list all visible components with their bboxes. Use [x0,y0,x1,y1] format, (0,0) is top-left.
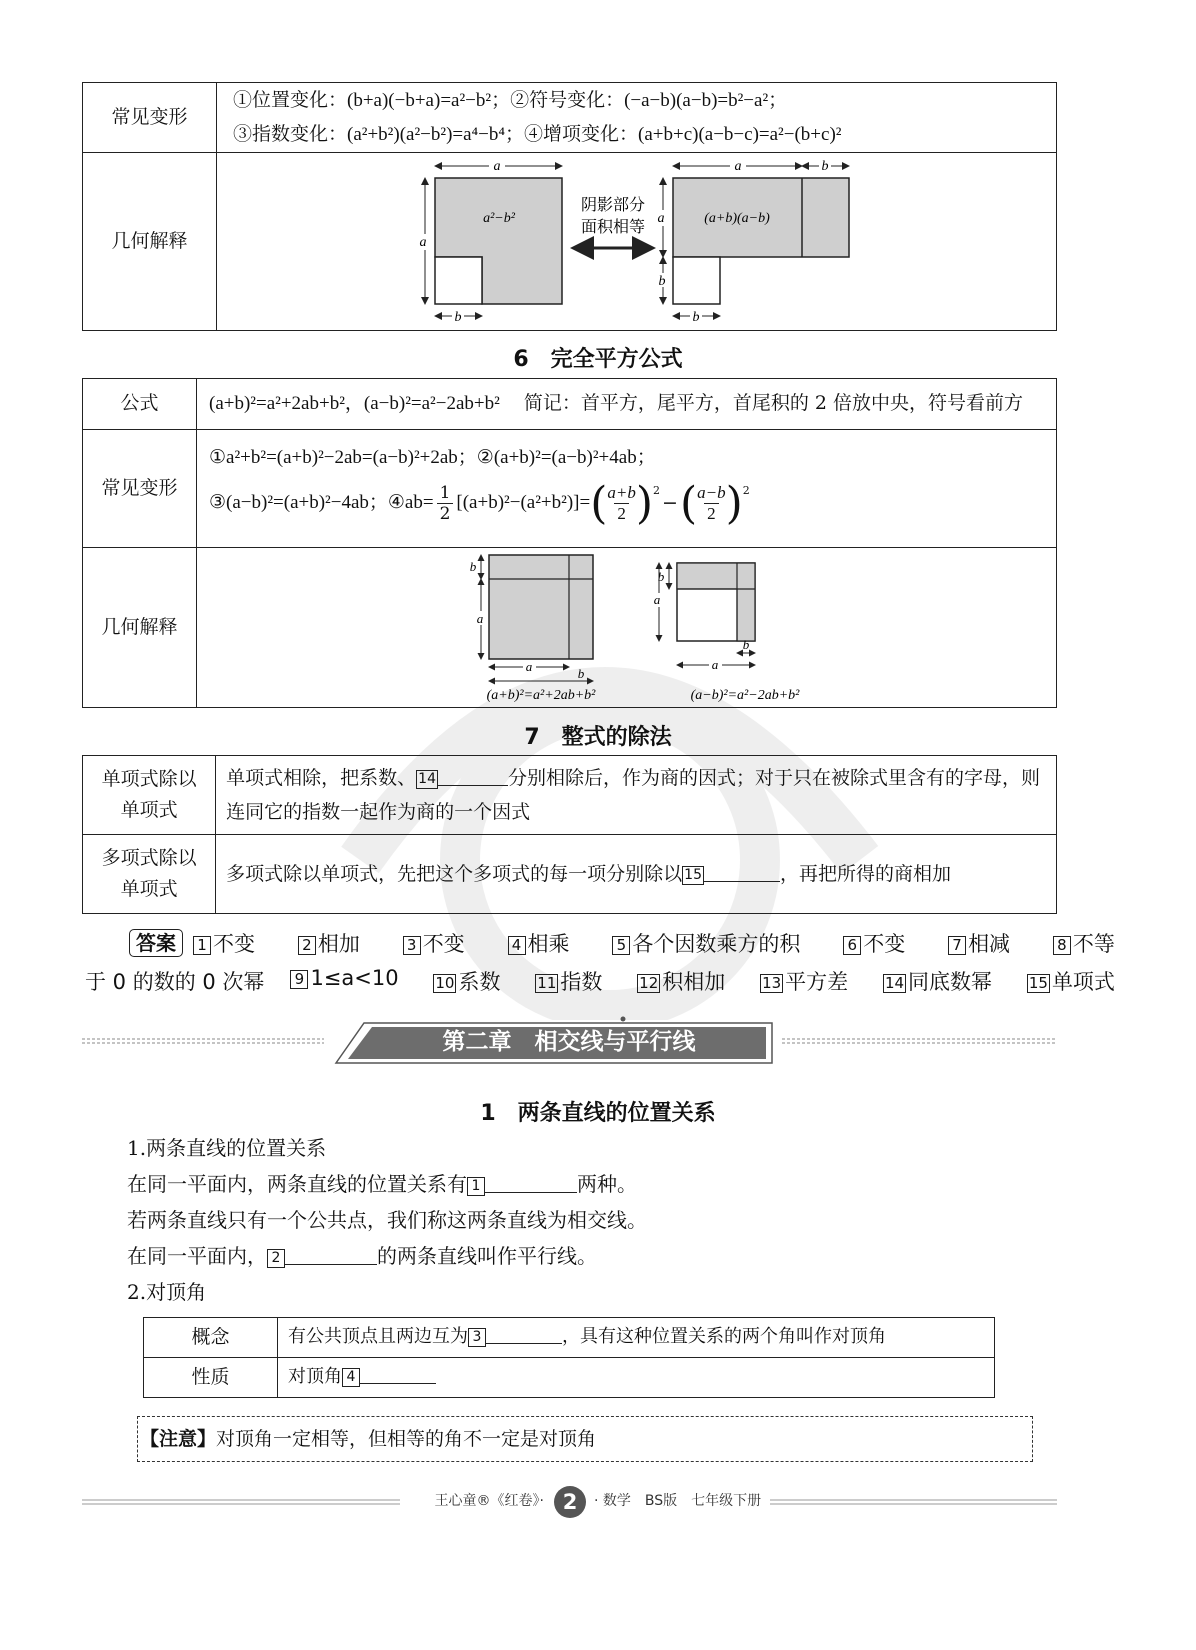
answer-item [948,928,1010,958]
blank-number-4: 4 [342,1368,360,1387]
answer-number: 12 [639,974,659,992]
blank-number-14: 14 [418,770,436,787]
subheading-vertical-angles: 2.对顶角 [127,1280,207,1304]
answer-item [612,928,800,958]
answer-number: 4 [508,936,526,955]
answer-item [290,966,398,996]
fraction-a-plus-b-over-2: a+b 2 [607,483,636,523]
blank-number-1: 1 [467,1177,485,1196]
caption-a-plus-b-squared: (a+b)²=a²+2ab+b² [486,687,596,703]
answer-number: 1 [193,936,211,955]
label-common-variants-6: 常见变形 [83,430,197,548]
answer-text: 积相加 [662,970,726,994]
variant6-line-2a: ③(a−b)²=(a+b)²−4ab；④ab= [209,492,434,514]
subheading-position-relation: 1.两条直线的位置关系 [127,1136,327,1160]
svg-text:b: b [692,309,700,325]
svg-text:a: a [657,210,665,226]
answer-text: 相加 [317,932,360,956]
page-number: 2 [562,1490,578,1514]
label-polynomial-by-monomial: 多项式除以 单项式 [83,835,216,914]
answer-item [1027,966,1115,996]
fraction-half: $\frac{1}{2}$ [437,483,454,524]
answer-number: 2 [298,936,316,955]
answer-item [403,928,465,958]
answer-number: 14 [884,974,905,992]
section-6-title: 6 完全平方公式 [513,347,683,372]
answer-number: 9 [290,970,308,989]
blank-4[interactable] [360,1364,436,1384]
answer-item [843,928,905,958]
note-heading: 【注意】 [140,1428,217,1450]
chapter-banner [82,1015,1057,1069]
svg-text:a: a [711,656,719,672]
svg-text:b: b [821,158,829,174]
answer-number: 6 [843,936,861,955]
svg-text:b: b [658,273,666,289]
answer-item [298,928,360,958]
answer-text: 各个因数乘方的积 [632,932,801,956]
figure-perfect-square [197,549,1055,707]
answer-number: 15 [1028,974,1048,992]
svg-text:a: a [419,234,427,250]
blank-3[interactable] [486,1324,562,1344]
answer-text: 相减 [968,932,1011,956]
answer-item [535,966,602,996]
label-geometric-explanation-6: 几何解释 [83,548,197,708]
svg-text:a: a [734,158,742,174]
answer-item [760,966,848,996]
answer-item [883,966,992,996]
answer-text: 不变 [422,932,465,956]
answer-badge: 答案 [129,929,183,957]
chapter-title: 第二章 相交线与平行线 [442,1029,696,1055]
blank-number-15: 15 [684,866,702,883]
label-geometric-explanation: 几何解释 [83,153,217,331]
footer [82,1486,1057,1518]
note-text: 对顶角一定相等，但相等的角不一定是对顶角 [216,1428,597,1450]
answer-text: 相乘 [527,932,570,956]
variant-line-2: ③指数变化：(a²+b²)(a²−b²)=a⁴−b⁴；④增项变化：(a+b+c)(a−b−c)=a²−(b+c)² [233,123,842,145]
answer-8-continued: 于 0 的数的 0 次幂 [85,970,265,994]
answer-number: 13 [762,974,782,992]
answer-text: 指数 [560,970,603,994]
answer-text: 1≤a<10 [310,966,399,990]
paragraph-intersecting-lines: 若两条直线只有一个公共点，我们称这两条直线为相交线。 [127,1208,647,1232]
answer-number: 10 [435,974,455,992]
monomial-rule-line-2: 连同它的指数一起作为商的一个因式 [226,801,531,823]
blank-15[interactable] [704,862,780,882]
answers-line-1 [85,928,1115,958]
blank-2[interactable] [285,1245,377,1265]
text-equal-area: 面积相等 [580,216,646,236]
variant6-line-1: ①a²+b²=(a+b)²−2ab=(a−b)²+2ab；②(a+b)²=(a−b)²+4ab； [209,446,656,468]
answer-text: 不等 [1072,932,1115,956]
answer-text: 平方差 [785,970,849,994]
answer-number: 3 [403,936,421,955]
variant-line-1: ①位置变化：(b+a)(−b+a)=a²−b²；②符号变化：(−a−b)(a−b)=b²−a²； [233,90,788,112]
footer-book-info: · 数学 BS版 七年级下册 [594,1493,762,1509]
answer-item [508,928,570,958]
fraction-a-minus-b-over-2: a−b 2 [697,483,726,523]
table-polynomial-division: 单项式除以 单项式 单项式相除，把系数、 14 分别相除后，作为商的因式；对于只在被除式里含有的字母，则 连同它的指数一起作为商的一个因式 多项式除以 单项式 多项式除以单项式，先把这个多项式的每一项分别除以 15 ，再把所得的商相加 [82,755,1057,914]
svg-text:b: b [657,568,665,584]
figure-square-difference [217,154,1055,330]
answer-number: 7 [948,936,966,955]
label-monomial-by-monomial: 单项式除以 单项式 [83,756,216,835]
answer-text: 同底数幂 [908,970,993,994]
section-1-title: 1 两条直线的位置关系 [480,1101,716,1126]
footer-brand: 王心童®《红卷》· [434,1493,544,1509]
svg-text:b: b [469,558,477,574]
answer-text: 不变 [863,932,906,956]
blank-number-2: 2 [267,1249,285,1268]
answer-text: 不变 [213,932,255,956]
svg-text:a: a [525,658,533,674]
svg-text:a: a [653,591,661,607]
answer-item [433,966,500,996]
svg-text:a: a [476,610,484,626]
table-perfect-square: 公式 (a+b)²=a²+2ab+b²，(a−b)²=a²−2ab+b² 简记：首平方，尾平方，首尾积的 2 倍放中央，符号看前方 常见变形 ①a²+b²=(a+b)²−2ab=(a−b)²+2ab；②(a+b)²=(a−b)²+4ab； ③(a−b)²=(a+b)²−4ab；④ab= $\frac{1}{2}$ [(a+b)²−(a²+b²)]= ( a+b 2 ) $^2$ − ( a−b 2 ) $^2$ 几何解释 b a a b (a+b)²=a²+2ab+b² b a a b (a−b)²=a²−2ab+b² [82,378,1057,708]
label-common-variants: 常见变形 [83,83,217,153]
answer-text: 系数 [458,970,501,994]
answer-item [1053,928,1115,958]
answer-item [193,928,255,958]
svg-text:b: b [454,309,462,325]
answers-line-2 [85,966,1115,996]
variant6-line-2b: [(a+b)²−(a²+b²)]= [456,492,591,514]
svg-text:a: a [493,158,501,174]
note-box [137,1416,1033,1462]
blank-number-3: 3 [468,1328,486,1347]
table-vertical-angles: 概念 有公共顶点且两边互为 3 ，具有这种位置关系的两个角叫作对顶角 性质 对顶角 4 [143,1317,995,1398]
answer-number: 5 [612,936,630,955]
label-a2-b2: a²−b² [483,210,515,226]
label-a-plus-b-a-minus-b: (a+b)(a−b) [704,210,770,226]
answer-text: 单项式 [1051,970,1115,994]
table-square-difference [82,82,1057,331]
formula-perfect-square: (a+b)²=a²+2ab+b²，(a−b)²=a²−2ab+b² [209,393,500,415]
blank-14[interactable] [438,766,508,786]
label-concept: 概念 [144,1318,278,1358]
svg-text:b: b [577,665,585,681]
caption-a-minus-b-squared: (a−b)²=a²−2ab+b² [690,687,800,703]
answer-number: 11 [537,974,557,992]
label-property: 性质 [144,1358,278,1398]
answer-number: 8 [1053,936,1071,955]
blank-1[interactable] [485,1173,577,1193]
section-7-title: 7 整式的除法 [524,725,672,750]
text-shaded-area: 阴影部分 [580,194,646,214]
label-formula: 公式 [83,379,197,430]
section-1-body: 1.两条直线的位置关系 在同一平面内，两条直线的位置关系有 1 两种。 若两条直线只有一个公共点，我们称这两条直线为相交线。 在同一平面内， 2 的两条直线叫作平行线。 2.对顶角 [127,1130,1027,1310]
svg-text:b: b [742,636,750,652]
answer-item [637,966,725,996]
formula-mnemonic: 简记：首平方，尾平方，首尾积的 2 倍放中央，符号看前方 [523,392,1024,415]
